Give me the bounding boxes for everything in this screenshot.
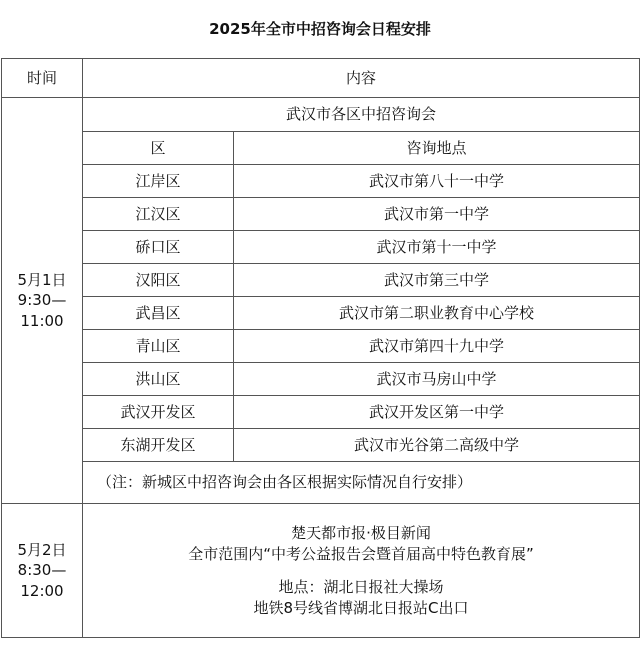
day2-time-cell [2, 504, 83, 638]
col-venue-header: 咨询地点 [234, 132, 640, 165]
venue-cell: 武汉市第八十一中学 [234, 165, 640, 198]
venue-cell: 武汉市第三中学 [234, 264, 640, 297]
venue-cell: 武汉市马房山中学 [234, 363, 640, 396]
day2-transit: 地铁8号线省博湖北日报站C出口 [253, 598, 469, 617]
district-cell: 江岸区 [83, 165, 234, 198]
day2-organizer: 楚天都市报·极目新闻 [291, 523, 431, 542]
day1-time-end: 11:00 [20, 311, 64, 330]
day2-date: 5月2日 [17, 541, 67, 560]
page-title: 2025年全市中招咨询会日程安排 [209, 19, 431, 38]
table-row [2, 98, 640, 132]
district-cell: 硚口区 [83, 231, 234, 264]
table-row [2, 330, 640, 363]
venue-cell: 武汉市第十一中学 [234, 231, 640, 264]
day1-note: （注：新城区中招咨询会由各区根据实际情况自行安排） [83, 462, 640, 504]
day1-time-cell [2, 98, 83, 504]
district-cell: 江汉区 [83, 198, 234, 231]
day2-time-end: 12:00 [20, 581, 64, 600]
venue-cell: 武汉市第一中学 [234, 198, 640, 231]
venue-cell: 武汉开发区第一中学 [234, 396, 640, 429]
table-row [2, 231, 640, 264]
venue-cell: 武汉市光谷第二高级中学 [234, 429, 640, 462]
district-cell: 武汉开发区 [83, 396, 234, 429]
spacer [83, 565, 639, 577]
day1-section-title: 武汉市各区中招咨询会 [83, 98, 640, 132]
day2-time-start: 8:30— [17, 561, 67, 580]
table-subheader-row [2, 132, 640, 165]
table-row [2, 504, 640, 638]
col-district-header: 区 [83, 132, 234, 165]
header-time: 时间 [2, 59, 83, 98]
table-row [2, 165, 640, 198]
table-row [2, 198, 640, 231]
day1-time-start: 9:30— [17, 291, 67, 310]
table-row [2, 363, 640, 396]
table-row [2, 429, 640, 462]
day2-event-title: 全市范围内“中考公益报告会暨首届高中特色教育展” [188, 544, 534, 563]
schedule-table [1, 58, 640, 638]
table-row [2, 462, 640, 504]
table-row [2, 264, 640, 297]
venue-cell: 武汉市第二职业教育中心学校 [234, 297, 640, 330]
district-cell: 武昌区 [83, 297, 234, 330]
day2-event-cell [83, 504, 640, 638]
table-row [2, 297, 640, 330]
table-row [2, 396, 640, 429]
district-cell: 东湖开发区 [83, 429, 234, 462]
day1-date: 5月1日 [17, 271, 67, 290]
day2-location: 地点：湖北日报社大操场 [278, 577, 444, 596]
table-header-row [2, 59, 640, 98]
header-content: 内容 [83, 59, 640, 98]
district-cell: 洪山区 [83, 363, 234, 396]
district-cell: 汉阳区 [83, 264, 234, 297]
district-cell: 青山区 [83, 330, 234, 363]
venue-cell: 武汉市第四十九中学 [234, 330, 640, 363]
